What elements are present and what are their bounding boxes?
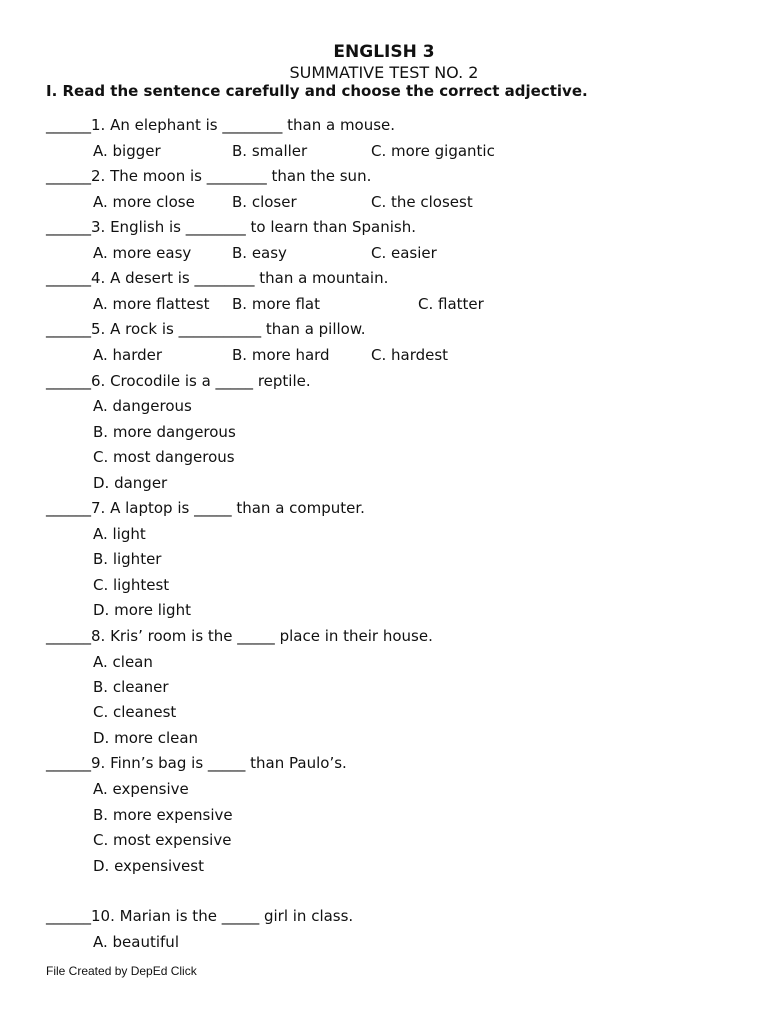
q3-option-a: A. more easy: [93, 244, 192, 262]
q8-option-b: B. cleaner: [93, 678, 169, 696]
question-10: ______10. Marian is the _____ girl in class.: [46, 907, 354, 925]
question-1: ______1. An elephant is ________ than a mouse.: [46, 116, 396, 134]
q6-option-d: D. danger: [93, 474, 168, 492]
q7-option-c: C. lightest: [93, 576, 170, 594]
question-3: ______3. English is ________ to learn than Spanish.: [46, 218, 416, 236]
q10-option-a: A. beautiful: [93, 933, 179, 951]
q6-option-b: B. more dangerous: [93, 423, 236, 441]
page-title: ENGLISH 3: [333, 42, 435, 62]
q4-option-b: B. more flat: [232, 295, 320, 313]
q1-option-c: C. more gigantic: [371, 142, 495, 160]
question-6: ______6. Crocodile is a _____ reptile.: [46, 372, 311, 390]
q9-option-c: C. most expensive: [93, 831, 232, 849]
q8-option-a: A. clean: [93, 653, 153, 671]
page-subtitle: SUMMATIVE TEST NO. 2: [289, 63, 479, 82]
q2-option-c: C. the closest: [371, 193, 473, 211]
q4-option-c: C. flatter: [418, 295, 484, 313]
question-8: ______8. Kris’ room is the _____ place in their house.: [46, 627, 433, 645]
q9-option-a: A. expensive: [93, 780, 189, 798]
question-7: ______7. A laptop is _____ than a computer.: [46, 499, 365, 517]
q1-option-a: A. bigger: [93, 142, 161, 160]
q7-option-d: D. more light: [93, 601, 191, 619]
q2-option-b: B. closer: [232, 193, 297, 211]
q9-option-b: B. more expensive: [93, 806, 233, 824]
q8-option-c: C. cleanest: [93, 703, 177, 721]
question-4: ______4. A desert is ________ than a mountain.: [46, 269, 389, 287]
q4-option-a: A. more flattest: [93, 295, 210, 313]
question-2: ______2. The moon is ________ than the sun.: [46, 167, 372, 185]
q9-option-d: D. expensivest: [93, 857, 204, 875]
q3-option-b: B. easy: [232, 244, 287, 262]
q6-option-c: C. most dangerous: [93, 448, 235, 466]
q1-option-b: B. smaller: [232, 142, 308, 160]
q5-option-c: C. hardest: [371, 346, 449, 364]
footer-credit: File Created by DepEd Click: [46, 964, 197, 978]
q2-option-a: A. more close: [93, 193, 195, 211]
q5-option-a: A. harder: [93, 346, 163, 364]
instruction-text: I. Read the sentence carefully and choose the correct adjective.: [46, 82, 588, 100]
question-9: ______9. Finn’s bag is _____ than Paulo’s.: [46, 754, 347, 772]
question-5: ______5. A rock is ___________ than a pillow.: [46, 320, 366, 338]
q8-option-d: D. more clean: [93, 729, 199, 747]
q7-option-b: B. lighter: [93, 550, 162, 568]
q6-option-a: A. dangerous: [93, 397, 192, 415]
q3-option-c: C. easier: [371, 244, 437, 262]
q7-option-a: A. light: [93, 525, 146, 543]
q5-option-b: B. more hard: [232, 346, 330, 364]
